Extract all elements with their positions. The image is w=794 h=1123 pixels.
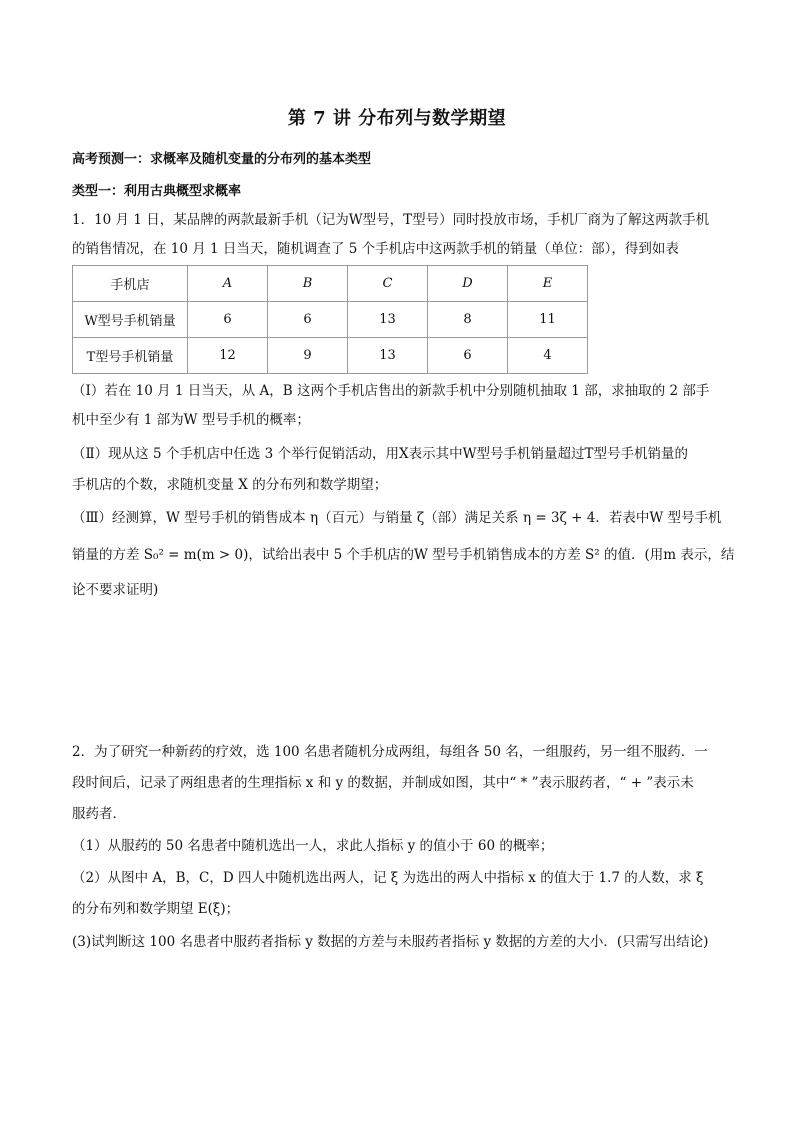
table-cell: 6: [428, 338, 508, 374]
problem2-text-line: 服药者．: [72, 806, 126, 822]
table-cell: 8: [428, 302, 508, 338]
question-text-line: 销量的方差 S₀² = m(m > 0)，试给出表中 5 个手机店的W 型号手机销售成本的方差 S² 的值．(用m 表示，结: [72, 547, 735, 563]
table-cell: 6: [268, 302, 348, 338]
table-header-cell: A: [188, 266, 268, 302]
table-header-cell: D: [428, 266, 508, 302]
question-text-line: 手机店的个数，求随机变量 X 的分布列和数学期望；: [72, 477, 388, 493]
sales-table: [72, 265, 588, 374]
question-text-line: 机中至少有 1 部为W 型号手机的概率；: [72, 412, 310, 428]
question-text-line: （2）从图中 A，B，C，D 四人中随机选出两人，记 ξ 为选出的两人中指标 x 的值大于 1.7 的人数，求 ξ: [72, 870, 704, 886]
table-header-cell: C: [348, 266, 428, 302]
table-header-row: [73, 266, 588, 302]
table-row-label: W型号手机销量: [73, 302, 188, 338]
problem1-text-line: 的销售情况，在 10 月 1 日当天，随机调查了 5 个手机店中这两款手机的销量（单位：部），得到如表: [72, 241, 679, 257]
table-cell: 6: [188, 302, 268, 338]
question-text-line: （Ⅲ）经测算，W 型号手机的销售成本 η（百元）与销量 ζ（部）满足关系 η = 3ζ + 4．若表中W 型号手机: [72, 510, 722, 526]
question-text-line: （1）从服药的 50 名患者中随机选出一人，求此人指标 y 的值小于 60 的概率；: [72, 838, 554, 854]
table-cell: 13: [348, 302, 428, 338]
question-text-line: （Ⅰ）若在 10 月 1 日当天，从 A，B 这两个手机店售出的新款手机中分别随机抽取 1 部，求抽取的 2 部手: [72, 383, 710, 399]
table-header-cell: E: [508, 266, 588, 302]
table-cell: 12: [188, 338, 268, 374]
section-heading: 高考预测一：求概率及随机变量的分布列的基本类型: [72, 152, 372, 167]
table-row: [73, 302, 588, 338]
problem1-text-line: 1．10 月 1 日，某品牌的两款最新手机（记为W型号，T型号）同时投放市场，手机厂商为了解这两款手机: [72, 212, 710, 228]
table-cell: 4: [508, 338, 588, 374]
page-title: 第 7 讲 分布列与数学期望: [287, 108, 507, 129]
table-cell: 9: [268, 338, 348, 374]
question-text-line: 的分布列和数学期望 E(ξ)；: [72, 901, 240, 917]
question-text-line: （Ⅱ）现从这 5 个手机店中任选 3 个举行促销活动，用X表示其中W型号手机销量超过T型号手机销量的: [72, 446, 689, 462]
table-header-cell: B: [268, 266, 348, 302]
table-row: [73, 338, 588, 374]
question-text-line: 论不要求证明): [72, 582, 159, 598]
question-text-line: (3)试判断这 100 名患者中服药者指标 y 数据的方差与未服药者指标 y 数据的方差的大小．(只需写出结论): [72, 934, 709, 950]
table-cell: 11: [508, 302, 588, 338]
problem2-text-line: 2．为了研究一种新药的疗效，选 100 名患者随机分成两组，每组各 50 名，一组服药，另一组不服药．一: [72, 744, 708, 760]
table-header-cell: 手机店: [73, 266, 188, 302]
subsection-heading: 类型一：利用古典概型求概率: [72, 184, 242, 199]
table-row-label: T型号手机销量: [73, 338, 188, 374]
table-cell: 13: [348, 338, 428, 374]
problem2-text-line: 段时间后，记录了两组患者的生理指标 x 和 y 的数据，并制成如图，其中“ * ”表示服药者，“ + ”表示未: [72, 775, 694, 791]
